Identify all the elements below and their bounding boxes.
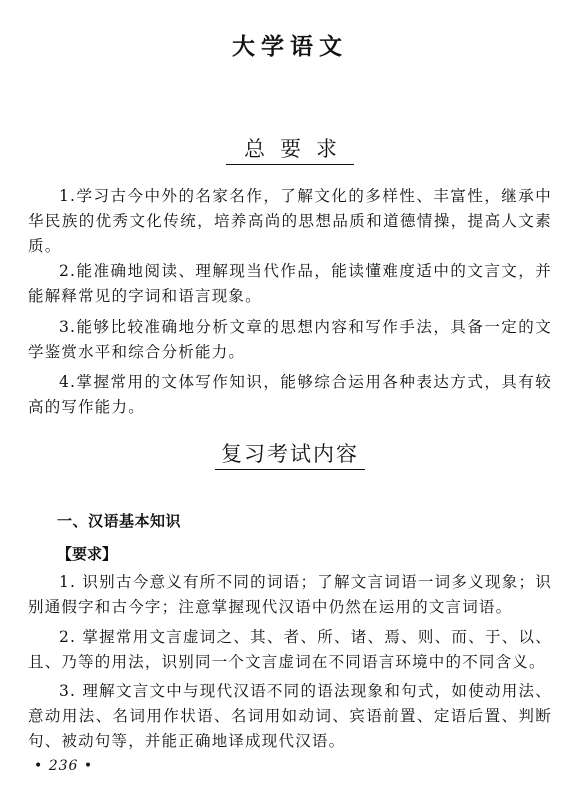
subsection-heading: 一、汉语基本知识 <box>57 512 182 530</box>
document-title: 大学语文 <box>232 34 348 60</box>
page-number: • 236 • <box>34 758 94 774</box>
section-heading-text: 复习考试内容 <box>215 441 365 470</box>
section-heading-general-requirements <box>0 136 580 165</box>
section-heading-text: 总要求 <box>226 136 354 165</box>
requirements-label: 【要求】 <box>57 545 118 563</box>
requirement-paragraph: 4.掌握常用的文体写作知识，能够综合运用各种表达方式，具有较高的写作能力。 <box>28 373 552 416</box>
requirement-paragraph: 1.学习古今中外的名家名作，了解文化的多样性、丰富性，继承中华民族的优秀文化传统，培养高尚的思想品质和道德情操，提高人文素质。 <box>28 187 552 255</box>
review-item: 1. 识别古今意义有所不同的词语；了解文言词语一词多义现象；识别通假字和古今字；注意掌握现代汉语中仍然在运用的文言词语。 <box>28 573 552 616</box>
review-item: 3. 理解文言文中与现代汉语不同的语法现象和句式，如使动用法、意动用法、名词用作状语、名词用如动词、宾语前置、定语后置、判断句、被动句等，并能正确地译成现代汉语。 <box>28 682 552 750</box>
section-heading-review-content <box>0 441 580 470</box>
requirement-paragraph: 3.能够比较准确地分析文章的思想内容和写作手法，具备一定的文学鉴赏水平和综合分析能力。 <box>28 318 552 361</box>
requirement-paragraph: 2.能准确地阅读、理解现当代作品，能读懂难度适中的文言文，并能解释常见的字词和语言现象。 <box>28 262 552 305</box>
review-item: 2. 掌握常用文言虚词之、其、者、所、诸、焉、则、而、于、以、且、乃等的用法，识别同一个文言虚词在不同语言环境中的不同含义。 <box>28 628 552 671</box>
